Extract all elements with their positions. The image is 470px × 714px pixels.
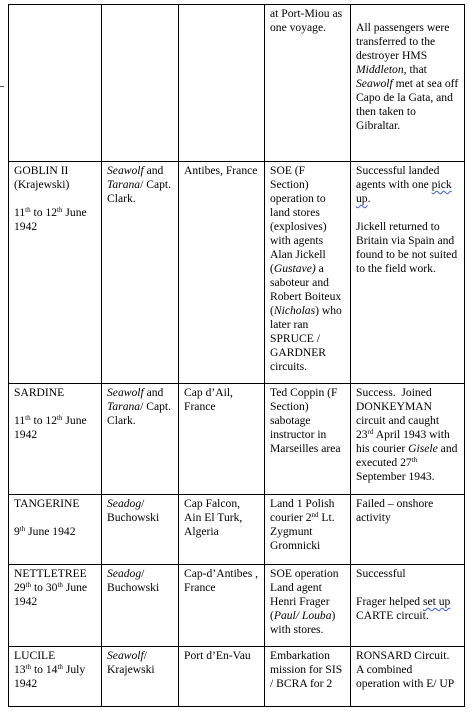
outcome-cell bbox=[351, 5, 465, 162]
operation-name: TANGERINE bbox=[14, 497, 80, 510]
outcome-cell bbox=[351, 565, 465, 647]
operation-date: 29th to 30th June 1942 bbox=[14, 581, 88, 608]
details-cell bbox=[265, 565, 351, 647]
outcome-text: Failed – onshore activity bbox=[356, 497, 434, 524]
outcome-cell bbox=[351, 384, 465, 495]
vessel-cell bbox=[102, 647, 179, 707]
vessel-cell bbox=[102, 384, 179, 495]
details-text: SOE (F Section) operation to land stores (explosives) with agents Alan Jickell (Gustave) a saboteur and Robert Boiteux (Nicholas) who later ran SPRUCE / GARDNER circuits. bbox=[270, 164, 342, 373]
outcome-text: Successful bbox=[356, 567, 406, 580]
vessel-cell bbox=[102, 565, 179, 647]
location-text: Cap-d’Antibes , France bbox=[184, 567, 259, 594]
location-cell bbox=[179, 384, 265, 495]
details-text: Ted Coppin (F Section) sabotage instructor in Marseilles area bbox=[270, 386, 341, 455]
outcome-text: RONSARD Circuit. A combined operation with E/ UP bbox=[356, 649, 455, 690]
details-cell bbox=[265, 495, 351, 565]
details-cell bbox=[265, 162, 351, 384]
details-text: at Port-Miou as one voyage. bbox=[270, 7, 343, 34]
table-row bbox=[9, 647, 465, 707]
operation-date: 9th June 1942 bbox=[14, 525, 76, 538]
details-cell bbox=[265, 647, 351, 707]
margin-mark bbox=[0, 86, 4, 87]
location-cell bbox=[179, 495, 265, 565]
operation-cell bbox=[9, 5, 102, 162]
location-cell bbox=[179, 565, 265, 647]
table-row bbox=[9, 565, 465, 647]
table-row bbox=[9, 495, 465, 565]
location-text: Cap d’Ail, France bbox=[184, 386, 233, 413]
operations-table bbox=[8, 4, 465, 707]
outcome-text: Successful landed agents with one pick up. bbox=[356, 164, 452, 205]
outcome-cell bbox=[351, 647, 465, 707]
vessel-cell bbox=[102, 495, 179, 565]
operation-name: NETTLETREE bbox=[14, 567, 87, 580]
outcome-text: All passengers were transferred to the destroyer HMS Middleton, that Seawolf met at sea off Capo de la Gata, and then taken to Gibraltar. bbox=[356, 21, 459, 132]
outcome-note: Jickell returned to Britain via Spain and found to be not suited to the field work. bbox=[356, 220, 458, 275]
vessel-cell bbox=[102, 5, 179, 162]
vessel-cell bbox=[102, 162, 179, 384]
details-text: SOE operation Land agent Henri Frager (Paul/ Louba) with stores. bbox=[270, 567, 339, 636]
operation-cell bbox=[9, 384, 102, 495]
outcome-text: Success. Joined DONKEYMAN circuit and caught 23rd April 1943 with his courier Gisele and executed 27th September 1943. bbox=[356, 386, 458, 483]
table-row bbox=[9, 162, 465, 384]
operation-cell bbox=[9, 162, 102, 384]
table-row bbox=[9, 384, 465, 495]
vessel-text: Seadog/ Buchowski bbox=[107, 567, 160, 594]
vessel-text: Seawolf and Tarana/ Capt. Clark. bbox=[107, 386, 172, 427]
table-row bbox=[9, 5, 465, 162]
operation-name: GOBLIN II (Krajewski) bbox=[14, 164, 70, 191]
location-text: Antibes, France bbox=[184, 164, 258, 177]
location-cell bbox=[179, 162, 265, 384]
operation-date: 11th to 12th June 1942 bbox=[14, 414, 87, 441]
vessel-text: Seawolf and Tarana/ Capt. Clark. bbox=[107, 164, 172, 205]
vessel-text: Seadog/ Buchowski bbox=[107, 497, 160, 524]
operation-cell bbox=[9, 647, 102, 707]
details-text: Land 1 Polish courier 2nd Lt. Zygmunt Gromnicki bbox=[270, 497, 335, 552]
operation-name: SARDINE bbox=[14, 386, 65, 399]
location-cell bbox=[179, 647, 265, 707]
details-cell bbox=[265, 384, 351, 495]
vessel-text: Seawolf/ Krajewski bbox=[107, 649, 155, 676]
location-text: Port d’En-Vau bbox=[184, 649, 251, 662]
details-text: Embarkation mission for SIS / BCRA for 2 bbox=[270, 649, 343, 690]
operation-name: LUCILE bbox=[14, 649, 56, 662]
outcome-note: Frager helped set up CARTE circuit. bbox=[356, 595, 451, 622]
outcome-cell bbox=[351, 495, 465, 565]
operation-date: 11th to 12th June 1942 bbox=[14, 206, 87, 233]
outcome-cell bbox=[351, 162, 465, 384]
operation-cell bbox=[9, 495, 102, 565]
location-text: Cap Falcon, Ain El Turk, Algeria bbox=[184, 497, 243, 538]
location-cell bbox=[179, 5, 265, 162]
operation-cell bbox=[9, 565, 102, 647]
details-cell bbox=[265, 5, 351, 162]
operation-date: 13th to 14th July 1942 bbox=[14, 663, 86, 690]
